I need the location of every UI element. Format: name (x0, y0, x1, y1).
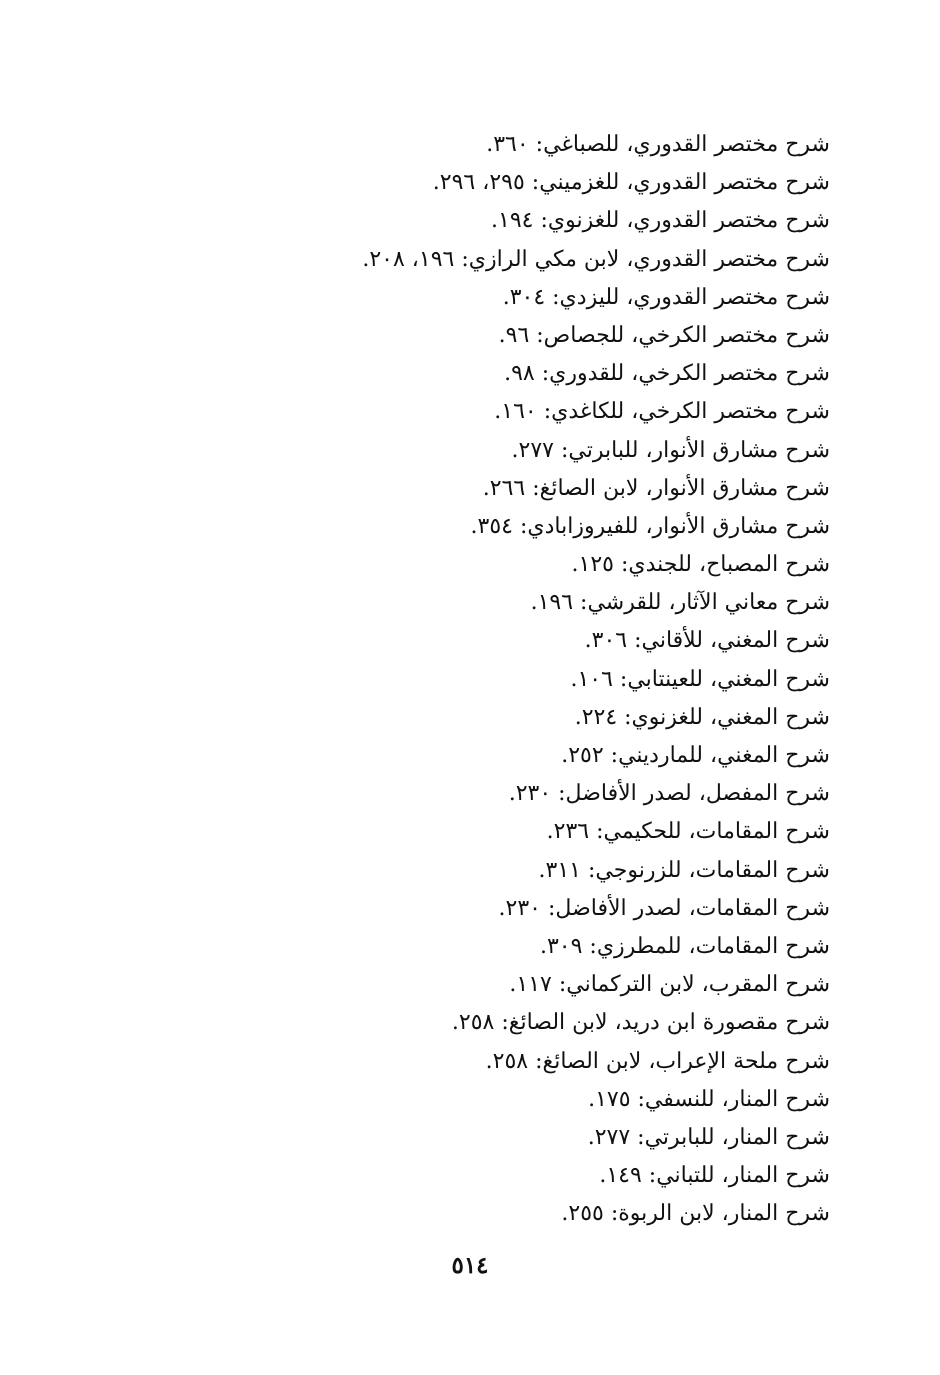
index-entry: شرح مختصر القدوري، لابن مكي الرازي: ١٩٦، ٢٠٨. (362, 246, 830, 272)
index-entry: شرح المقامات، للزرنوجي: ٣١١. (538, 857, 830, 883)
index-entry: شرح مختصر الكرخي، للجصاص: ٩٦. (498, 322, 830, 348)
index-entry: شرح المنار، للبابرتي: ٢٧٧. (587, 1124, 830, 1150)
index-entry: شرح المفصل، لصدر الأفاضل: ٢٣٠. (508, 781, 830, 807)
index-entry: شرح المصباح، للجندي: ١٢٥. (571, 552, 830, 578)
index-entry: شرح المغني، للغزنوي: ٢٢٤. (574, 704, 830, 730)
index-entry-list (60, 126, 830, 1233)
index-entry: شرح معاني الآثار، للقرشي: ١٩٦. (530, 590, 830, 616)
index-entry: شرح مختصر القدوري، لليزدي: ٣٠٤. (502, 284, 830, 310)
index-entry: شرح المغني، للأقاني: ٣٠٦. (584, 628, 830, 654)
index-entry: شرح مشارق الأنوار، للفيروزابادي: ٣٥٤. (470, 513, 830, 539)
index-entry: شرح مختصر الكرخي، للكاغدي: ١٦٠. (494, 399, 830, 425)
index-entry: شرح مشارق الأنوار، للبابرتي: ٢٧٧. (511, 437, 830, 463)
index-entry: شرح مختصر القدوري، للغزنوي: ١٩٤. (491, 208, 830, 234)
index-entry: شرح مقصورة ابن دريد، لابن الصائغ: ٢٥٨. (451, 1010, 830, 1036)
index-entry: شرح المغني، للماردیني: ٢٥٢. (561, 743, 830, 768)
index-entry: شرح المنار، لابن الربوة: ٢٥٥. (561, 1201, 830, 1227)
index-entry: شرح مشارق الأنوار، لابن الصائغ: ٢٦٦. (482, 475, 830, 501)
index-entry: شرح المقامات، لصدر الأفاضل: ٢٣٠. (498, 895, 830, 921)
index-entry: شرح المنار، للتباني: ١٤٩. (599, 1163, 830, 1189)
index-entry: شرح مختصر القدوري، للغزميني: ٢٩٥، ٢٩٦. (432, 170, 830, 196)
index-entry: شرح مختصر الكرخي، للقدوري: ٩٨. (504, 361, 830, 387)
index-entry: شرح ملحة الإعراب، لابن الصائغ: ٢٥٨. (485, 1048, 830, 1074)
page-number: ٥١٤ (451, 1252, 489, 1279)
index-entry: شرح المنار، للنسفي: ١٧٥. (588, 1086, 830, 1112)
index-entry: شرح مختصر القدوري، للصباغي: ٣٦٠. (486, 132, 830, 157)
index-entry: شرح المغني، للعينتابي: ١٠٦. (570, 666, 830, 692)
index-entry: شرح المقرب، لابن التركماني: ١١٧. (509, 972, 830, 998)
index-entry: شرح المقامات، للحكيمي: ٢٣٦. (546, 819, 830, 845)
index-entry: شرح المقامات، للمطرزي: ٣٠٩. (539, 933, 830, 959)
